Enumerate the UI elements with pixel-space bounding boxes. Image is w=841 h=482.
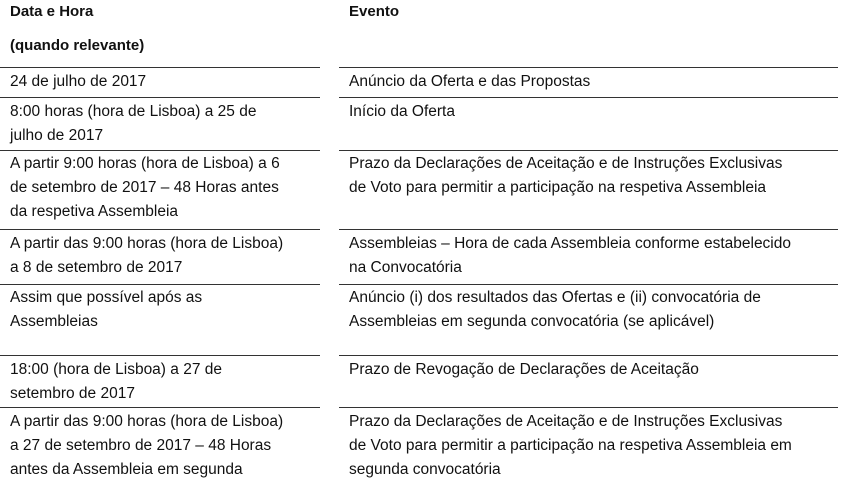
table-row-date — [10, 100, 256, 148]
table-row-event — [349, 232, 791, 280]
table-row-date — [10, 358, 222, 406]
date-column-header: Data e Hora — [10, 3, 94, 20]
date-column-subheader: (quando relevante) — [10, 37, 145, 54]
table-row-event — [349, 410, 792, 482]
row-divider-date — [0, 355, 320, 356]
table-row-event — [349, 152, 782, 200]
date-line: a 27 de setembro de 2017 – 48 Horas — [10, 437, 272, 454]
event-line: Prazo da Declarações de Aceitação e de Instruções Exclusivas — [349, 413, 783, 430]
row-divider-event — [339, 284, 838, 285]
date-line: de setembro de 2017 – 48 Horas antes — [10, 179, 279, 196]
row-divider-date — [0, 67, 320, 68]
event-column-header: Evento — [349, 3, 400, 20]
event-line: de Voto para permitir a participação na respetiva Assembleia — [349, 179, 767, 196]
table-row-date — [10, 70, 146, 94]
date-line: Assim que possível após as — [10, 289, 203, 306]
table-row-event — [349, 100, 455, 124]
table-row-event — [349, 286, 761, 334]
row-divider-event — [339, 407, 838, 408]
date-line: da respetiva Assembleia — [10, 203, 179, 220]
event-line: segunda convocatória — [349, 461, 501, 478]
date-line: 24 de julho de 2017 — [10, 73, 147, 90]
row-divider-date — [0, 229, 320, 230]
date-line: A partir das 9:00 horas (hora de Lisboa) — [10, 235, 284, 252]
date-line: A partir 9:00 horas (hora de Lisboa) a 6 — [10, 155, 280, 172]
event-line: Anúncio (i) dos resultados das Ofertas e (ii) convocatória de — [349, 289, 761, 306]
date-line: 18:00 (hora de Lisboa) a 27 de — [10, 361, 222, 378]
event-line: Assembleias em segunda convocatória (se aplicável) — [349, 313, 715, 330]
row-divider-event — [339, 355, 838, 356]
date-line: A partir das 9:00 horas (hora de Lisboa) — [10, 413, 284, 430]
table-row-date — [10, 152, 280, 224]
event-line: Início da Oferta — [349, 103, 455, 120]
row-divider-date — [0, 150, 320, 151]
event-line: Prazo da Declarações de Aceitação e de Instruções Exclusivas — [349, 155, 783, 172]
row-divider-event — [339, 67, 838, 68]
event-line: Anúncio da Oferta e das Propostas — [349, 73, 591, 90]
table-row-event — [349, 70, 590, 94]
row-divider-event — [339, 229, 838, 230]
table-row-event — [349, 358, 699, 382]
row-divider-event — [339, 150, 838, 151]
date-line: antes da Assembleia em segunda — [10, 461, 243, 478]
event-line: Assembleias – Hora de cada Assembleia conforme estabelecido — [349, 235, 791, 252]
row-divider-date — [0, 284, 320, 285]
event-line: Prazo de Revogação de Declarações de Aceitação — [349, 361, 699, 378]
row-divider-event — [339, 97, 838, 98]
date-line: a 8 de setembro de 2017 — [10, 259, 183, 276]
date-line: setembro de 2017 — [10, 385, 135, 402]
table-row-date — [10, 232, 283, 280]
date-line: Assembleias — [10, 313, 98, 330]
date-line: 8:00 horas (hora de Lisboa) a 25 de — [10, 103, 257, 120]
event-line: de Voto para permitir a participação na respetiva Assembleia em — [349, 437, 792, 454]
date-line: julho de 2017 — [10, 127, 104, 144]
row-divider-date — [0, 407, 320, 408]
table-row-date — [10, 286, 202, 334]
event-line: na Convocatória — [349, 259, 462, 276]
row-divider-date — [0, 97, 320, 98]
table-row-date — [10, 410, 283, 482]
